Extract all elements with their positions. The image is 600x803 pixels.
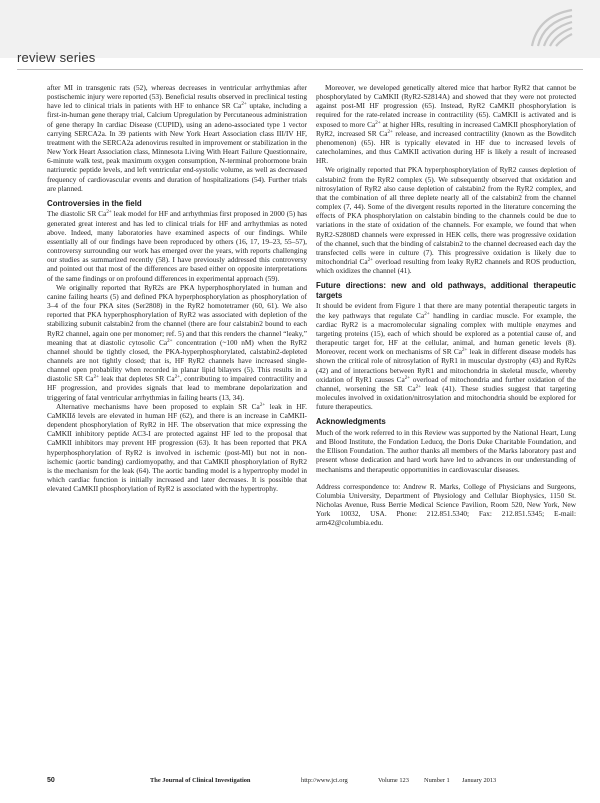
series-label: review series <box>17 50 96 65</box>
header-rule <box>17 69 583 70</box>
section-heading: Acknowledgments <box>316 417 386 427</box>
page-number: 50 <box>47 777 55 784</box>
paragraph: The diastolic SR $Ca^{2+}$ leak model for HF and arrhythmias first proposed in 2000 (5) has generated great interest and has led to clinical trials for HF and arrhythmias as noted above. Indeed, many laboratories have examined aspects of our findings. While essentially all of our findings have been reproduced by others (16, 17, 19–23, 55–57), controversy surrounding our work has emerged over the years, with reports challenging our studies as summarized recently (58). I have previously addressed this controversy and pointed out that most of the differences are based either on opposite interpretations of the same findings or on profound differences in experimental approach (59). <box>47 209 307 283</box>
paragraph: after MI in transgenic rats (52), whereas decreases in ventricular arrhythmias after postischemic injury were reported (53). Beneficial results observed in preclinical testing have led to clinical trials in patients with HF to enhance SR $Ca^{2+}$ uptake, including a first-in-human gene therapy trial, Calcium Upregulation by Percutaneous administration of gene therapy In cardiac Disease (CUPID), using an adeno-associated type 1 vector carrying SERCA2a. In 39 patients with New York Heart Association class III/IV HF, treatment with the SERCA2a adenovirus resulted in improvement or stabilization in the New York Heart Association class, Minnesota Living With Heart Failure Questionnaire, 6-minute walk test, peak maximum oxygen consumption, N-terminal prohormone brain natriuretic peptide levels, and left ventricular end-systolic volume, as well as decreased frequency of cardiovascular events and duration of hospitalizations (54). Further trials are planned. <box>47 83 307 193</box>
paragraph: We originally reported that PKA hyperphosphorylation of RyR2 causes depletion of calstabin2 from the RyR2 complex (5). We subsequently observed that oxidation and nitrosylation of RyR2 also cause depletion of calstabin2 from the RyR2 complex, and that the combination of all three deplete nearly all of the calstabin2 from the channel complex (7, 44). Some of the divergent results reported in the literature concerning the effects of PKA phosphorylation on calstabin binding to the channels could be due to variations in the state of oxidation of the channels. For example, we found that when RyR2-S2808D channels were expressed in HEK cells, there was progressive oxidation of the channel, such that the binding of calstabin2 to the channel decreased each day the transfected cells were in culture (7). This progressive oxidation is likely due to mitochondrial $Ca^{2+}$ overload resulting from leaky RyR2 channels and ROS production, which oxidizes the channel (41). <box>316 165 576 276</box>
left-column <box>47 83 307 493</box>
correspondence: Address correspondence to: Andrew R. Marks, College of Physicians and Surgeons, Columbia University, Department of Physiology and Cellular Biophysics, 1150 St. Nicholas Avenue, Russ Berrie Medical Science Pavilion, Room 520, New York, New York 10032, USA. Phone: 212.851.5340; Fax: 212.851.5345; E-mail: arm42@columbia.edu. <box>316 481 576 528</box>
paragraph: It should be evident from Figure 1 that there are many potential therapeutic targets in the key pathways that regulate $Ca^{2+}$ handling in cardiac muscle. For example, the cardiac RyR2 is a macromolecular signaling complex with multiple enzymes and targeting proteins (15), each of which should be explored as a potential cause of, and therapeutic target for, HF at the cellular, animal, and human genetic levels (8). Moreover, recent work on mechanisms of SR $Ca^{2+}$ leak in different disease models has shown the critical role of nitrosylation of RyR1 in muscular dystrophy (43) and RyR2s (42) and of interactions between RyR1 and mitochondria in skeletal muscle, whereby oxidation of RyR1 causes $Ca^{2+}$ overload of mitochondria and further oxidation of the channel, worsening the SR $Ca^{2+}$ leak (41). These studies suggest that targeting molecules involved in oxidation/nitrosylation and mitochondria should be explored for future therapeutics. <box>316 301 576 412</box>
journal-url[interactable]: http://www.jci.org <box>301 777 348 784</box>
right-column <box>316 83 576 528</box>
journal-logo-icon <box>528 6 576 50</box>
paragraph: We originally reported that RyR2s are PKA hyperphosphorylated in human and canine failing hearts (5) and defined PKA hyperphosphorylation as phosphorylation of 3–4 of the four PKA sites (Ser2808) in the RyR2 homotetramer (60, 61). We also reported that PKA hyperphosphorylation of RyR2 was associated with depletion of the stabilizing subunit calstabin2 from the channel (there are four calstabin2 bound to each RyR2 channel, again one per monomer; ref. 5) and that this renders the channel “leaky,” meaning that at diastolic cytosolic $Ca^{2+}$ concentration (~100 nM) when the RyR2 channel should be tightly closed, the PKA-hyperphosphorylated, calstabin2-depleted channels are not tightly closed; that is, HF RyR2 channels have increased single-channel open probability when recorded in planar lipid bilayers (5). This results in a diastolic SR $Ca^{2+}$ leak that depletes SR $Ca^{2+}$, contributing to impaired contractility and HF progression, and provides signals that lead to membrane depolarization and triggering of fatal ventricular arrhythmias in failing hearts (13, 34). <box>47 282 307 402</box>
paragraph: Alternative mechanisms have been proposed to explain SR $Ca^{2+}$ leak in HF. CaMKIIδ levels are elevated in human HF (62), and there is an increase in CaMKII-dependent phosphorylation of RyR2 in HF. The observation that mice expressing the CaMKII inhibitory peptide AC3-I are protected against HF led to the proposal that CaMKII inhibitors may prevent HF progression (63). It has been reported that PKA hyperphosphorylation of RyR2 is involved in ischemic (post-MI) but not in non-ischemic (aortic banding) cardiomyopathy, and that CaMKII phosphorylation of RyR2 is the mechanism for the leak (64). The aortic banding model is a hypertrophy model in which cardiac function is initially increased and later decreases. It is possible that elevated CaMKII phosphorylation of RyR2 is associated with the hypertrophy. <box>47 401 307 494</box>
paragraph: Much of the work referred to in this Review was supported by the National Heart, Lung and Blood Institute, the Fondation Leducq, the Doris Duke Charitable Foundation, and the Ellison Foundation. The author thanks all members of the Marks laboratory past and present whose dedication and hard work have led to advances in our understanding of mechanisms and therapeutic opportunities in cardiovascular diseases. <box>316 427 576 474</box>
volume: Volume 123 <box>378 777 409 784</box>
journal-name: The Journal of Clinical Investigation <box>150 777 251 784</box>
spacer <box>316 474 576 482</box>
section-heading: Future directions: new and old pathways, additional therapeutic targets <box>316 281 576 300</box>
paragraph: Moreover, we developed genetically altered mice that harbor RyR2 that cannot be phosphorylated by CaMKII (RyR2-S2814A) and showed that they were not protected against post-MI HF progression (65). Instead, RyR2 CaMKII phosphorylation is required for the rate-related increase in contractility (65). CaMKII is activated and is exposed to more $Ca^{2+}$ at higher HRs, resulting in increased CaMKII phosphorylation of RyR2, increased SR $Ca^{2+}$ release, and increased contractility (known as the Bowditch phenomenon) (65). HR is typically elevated in HF due to increased levels of catecholamines, and thus CaMKII activation during HF is likely a result of increased HR. <box>316 83 576 166</box>
issue-date: January 2013 <box>462 777 497 784</box>
issue-number: Number 1 <box>424 777 450 784</box>
section-heading: Controversies in the field <box>47 198 142 208</box>
